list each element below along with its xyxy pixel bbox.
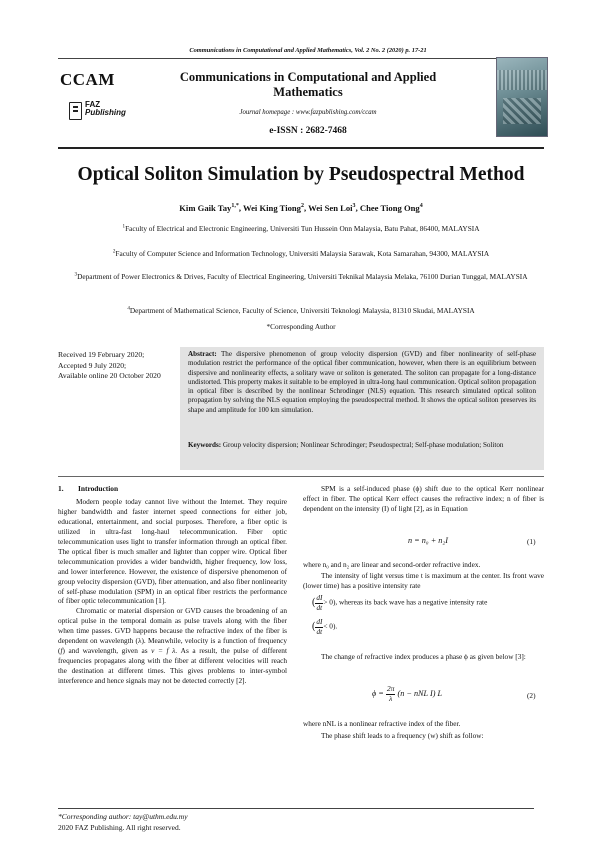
- article-dates: [58, 350, 176, 382]
- author-name: Chee Tiong Ong: [359, 203, 420, 213]
- journal-cover-image: [496, 57, 548, 137]
- derivative-positive-line: ( $\frac{dI}{dt}$ > 0), whereas its back wave has a negative intensity rate: [312, 594, 488, 612]
- intro-paragraph-1: Modern people today cannot live without the Internet. They require higher bandwidth and faster internet speed connections for either job, educational, entertainment, and social purposes. Therefore, a fiber optic is utilized in ultra-fast long-haul telecommunication. Fiber optic telecommunication uses light to transfer information through an optical fiber. The optical fiber is much smaller and lighter than copper wire. Optical fiber telecommunication provides a wider bandwidth, higher frequency, low loss, and lower interference. However, the existence of dispersive phenomenon of group velocity dispersion (GVD), fiber attenuation, and also fiber nonlinearity of self-phase modulation (SPM) in an optical fiber restricts the performance of fiber optic telecommunication [1].: [58, 496, 287, 606]
- journal-homepage: Journal homepage : www.fazpublishing.com/ccam: [239, 109, 377, 116]
- publisher-logo: [69, 101, 131, 123]
- author-name: Wei Sen Loi: [308, 203, 353, 213]
- affiliation: $^3$Department of Power Electronics & Drives, Faculty of Electrical Engineering, Universiti Teknikal Malaysia Melaka, 76100 Durian Tunggal, MALAYSIA: [74, 271, 528, 281]
- online-date: Available online 20 October 2020: [58, 371, 161, 380]
- author-list: Kim Gaik Tay$^{1,*}$, Wei King Tiong$^2$, Wei Sen Loi$^3$, Chee Tiong Ong$^4$: [179, 203, 423, 213]
- keywords: [188, 440, 536, 450]
- equation-2-number: (2): [527, 691, 536, 700]
- author-name: Kim Gaik Tay: [179, 203, 232, 213]
- keywords-label: Keywords:: [188, 441, 222, 449]
- abstract: [188, 350, 536, 415]
- abstract-label: Abstract:: [188, 350, 217, 358]
- footer-rule: [58, 808, 534, 809]
- right-paragraph-4: The phase shift leads to a frequency (w) shift as follow:: [321, 731, 484, 740]
- affiliation: $^1$Faculty of Electrical and Electronic Engineering, Universiti Tun Hussein Onn Malaysia, Batu Pahat, 86400, MALAYSIA: [122, 223, 480, 233]
- title-rule: [58, 147, 544, 149]
- right-paragraph-2: The intensity of light versus time t is maximum at the center. Its front wave (lower time) has a positive intensity rate: [303, 571, 544, 590]
- affiliation: $^2$Faculty of Computer Science and Information Technology, Universiti Malaysia Sarawak, Kota Samarahan, 94300, MALAYSIA: [112, 248, 490, 258]
- received-date: Received 19 February 2020;: [58, 350, 145, 359]
- abstract-text: The dispersive phenomenon of group velocity dispersion (GVD) and fiber nonlinearity of self-phase modulation restrict the performance of the optical fiber communication, however, when there is an equilibrium between dispersive and nonlinearity effects, a solitary wave or soliton is generated. The soliton can propagate for a long-distance undistorted. This property makes it suitable to be employed in ultra-long haul communication. Optical soliton propagation in optical fiber is described by the nonlinear Schrodinger (NLS) equation. This research simulated optical soliton propagation by solving the NLS equation employing the pseudospectral method. It shows the optical soliton preserves its shape and amplitude for 100 km simulation.: [188, 350, 536, 414]
- right-paragraph-1: SPM is a self-induced phase (ϕ) shift due to the optical Kerr nonlinear effect in fiber. The optical Kerr effect causes the refractive index; n of fiber is dependent on the intensity (I) of light [2], as in Equation: [303, 484, 544, 513]
- corresponding-author-note: *Corresponding Author: [266, 322, 336, 331]
- where-clause-2: where nNL is a nonlinear refractive index of the fiber.: [303, 719, 461, 728]
- affiliation: $^4$Department of Mathematical Science, Faculty of Science, Universiti Teknologi Malaysia, 81310 Skudai, MALAYSIA: [127, 305, 475, 315]
- where-clause-1: where n₀ and n₂ are linear and second-order refractive index.: [303, 560, 481, 569]
- equation-1-number: (1): [527, 537, 536, 546]
- journal-abbrev: CCAM: [60, 70, 115, 89]
- section-rule: [58, 476, 544, 477]
- derivative-fraction: $\frac{dI}{dt}$: [316, 594, 323, 612]
- velocity-formula: v = f λ: [151, 646, 176, 656]
- section-heading: 1. Introduction: [58, 484, 119, 493]
- faz-logo-icon: [69, 102, 82, 120]
- journal-title: Communications in Computational and Applied Mathematics: [179, 70, 437, 99]
- accepted-date: Accepted 9 July 2020;: [58, 360, 127, 370]
- derivative-negative-line: ( $\frac{dI}{dt}$ < 0).: [312, 618, 338, 636]
- header-rule: [58, 58, 544, 59]
- paper-title: Optical Soliton Simulation by Pseudospectral Method: [77, 164, 525, 185]
- derivative-fraction: $\frac{dI}{dt}$: [316, 618, 323, 636]
- intro-paragraph-2: Chromatic or material dispersion or GVD causes the broadening of an optical pulse in the temporal domain as pulse travels along with the fiber when time passes. GVD happens because the refractive index of the fiber is dependent on wavelength (λ). Meanwhile, velocity is a function of frequency (f) and wavelength, given as v = f λ. As a result, the pulse of different frequencies propagates along with the fiber at different velocities will reach the destination at different times. This gives problems to inter-symbol interference and hence signals may not be detected correctly [2].: [58, 606, 287, 686]
- journal-citation-line: Communications in Computational and Applied Mathematics, Vol. 2 No. 2 (2020) p. 17-21: [189, 47, 427, 54]
- eissn: e-ISSN : 2682-7468: [269, 126, 347, 136]
- right-paragraph-3: The change of refractive index produces a phase ϕ as given below [3]:: [321, 652, 526, 661]
- publisher-logo-line1: FAZ: [85, 100, 101, 109]
- equation-1: n = n₀ + n₂I: [408, 536, 448, 545]
- corresponding-author-email: *Corresponding author: tay@uthm.edu.my: [58, 812, 188, 821]
- copyright-notice: 2020 FAZ Publishing. All right reserved.: [58, 823, 181, 832]
- equation-2: ϕ = $\frac{2\pi}{\lambda}$ (n − nNL I) L: [372, 684, 443, 703]
- left-column: [58, 484, 287, 686]
- author-name: Wei King Tiong: [243, 203, 301, 213]
- publisher-logo-line2: Publishing: [85, 108, 126, 117]
- keywords-text: Group velocity dispersion; Nonlinear Schrodinger; Pseudospectral; Self-phase modulation; Soliton: [222, 441, 504, 449]
